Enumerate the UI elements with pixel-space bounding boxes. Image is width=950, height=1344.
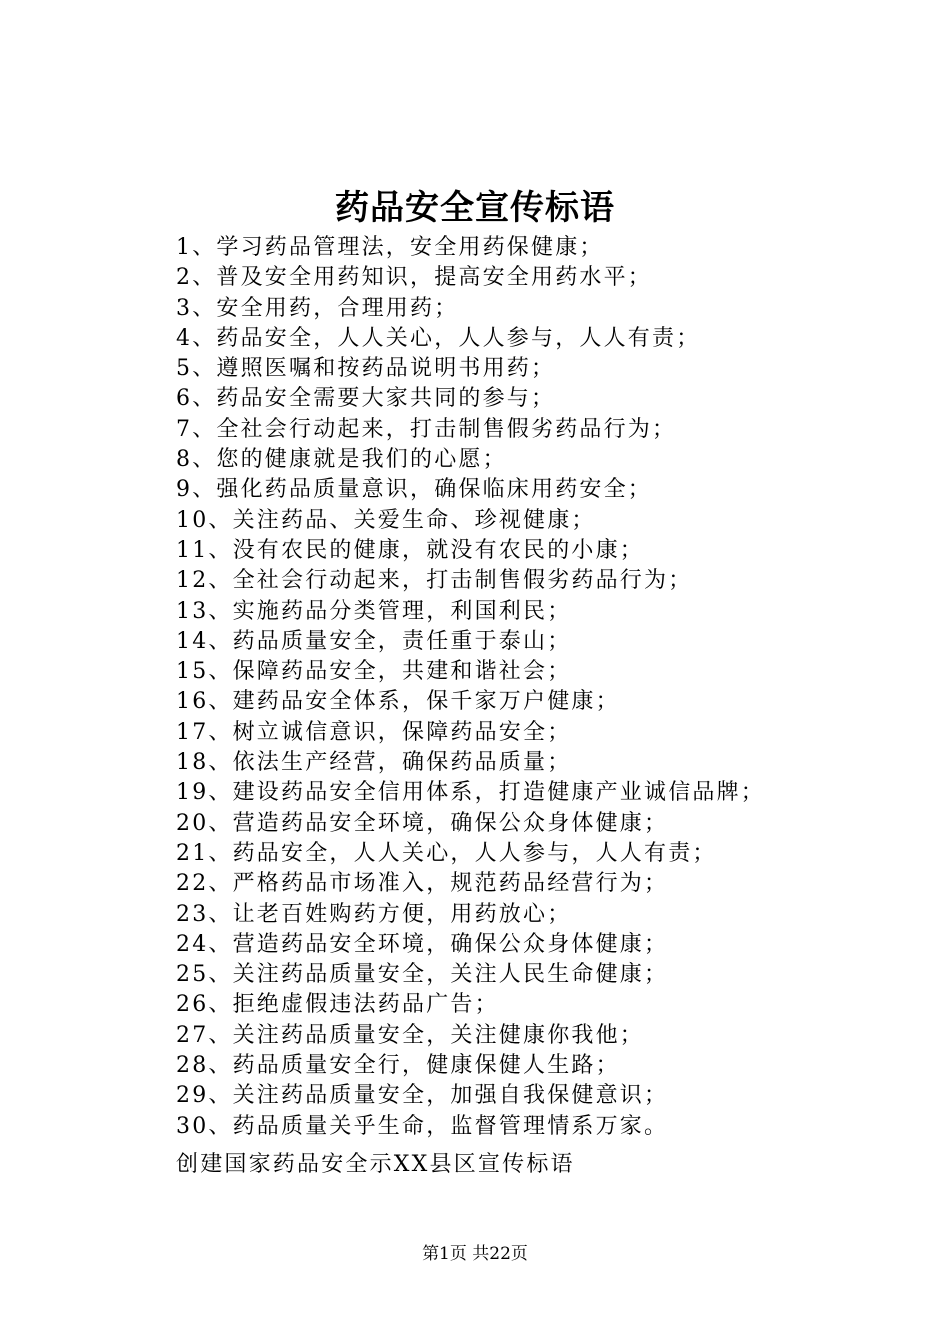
slogan-item: 10、关注药品、关爱生命、珍视健康；	[176, 507, 596, 533]
slogan-item: 24、营造药品安全环境，确保公众身体健康；	[176, 931, 669, 957]
slogan-item: 14、药品质量安全，责任重于泰山；	[176, 628, 572, 654]
slogan-item: 4、药品安全，人人关心，人人参与，人人有责；	[176, 325, 701, 351]
slogan-item: 12、全社会行动起来，打击制售假劣药品行为；	[176, 568, 693, 594]
slogan-item: 16、建药品安全体系，保千家万户健康；	[176, 689, 620, 715]
slogan-item: 21、药品安全，人人关心，人人参与，人人有责；	[176, 840, 717, 866]
slogan-item: 1、学习药品管理法，安全用药保健康；	[176, 235, 604, 260]
slogan-item: 19、建设药品安全信用体系，打造健康产业诚信品牌；	[176, 780, 765, 806]
slogan-item: 5、遵照医嘱和按药品说明书用药；	[176, 356, 556, 382]
slogan-item: 9、强化药品质量意识，确保临床用药安全；	[176, 477, 652, 503]
slogan-item: 8、您的健康就是我们的心愿；	[176, 447, 507, 473]
page-number: 第1页 共22页	[422, 1244, 528, 1264]
slogan-item: 15、保障药品安全，共建和谐社会；	[176, 659, 572, 685]
slogan-item: 29、关注药品质量安全，加强自我保健意识；	[176, 1083, 669, 1109]
slogan-item: 7、全社会行动起来，打击制售假劣药品行为；	[176, 416, 677, 442]
slogan-item: 17、树立诚信意识，保障药品安全；	[176, 719, 572, 745]
slogan-item: 3、安全用药，合理用药；	[176, 295, 459, 321]
slogan-item: 13、实施药品分类管理，利国利民；	[176, 598, 572, 624]
slogan-item: 26、拒绝虚假违法药品广告；	[176, 992, 499, 1018]
slogan-item: 27、关注药品质量安全，关注健康你我他；	[176, 1022, 644, 1048]
slogan-item: 20、营造药品安全环境，确保公众身体健康；	[176, 810, 669, 836]
slogan-list	[176, 233, 765, 1142]
slogan-item: 18、依法生产经营，确保药品质量；	[176, 750, 572, 776]
slogan-item: 11、没有农民的健康，就没有农民的小康；	[176, 537, 644, 563]
slogan-item: 28、药品质量安全行，健康保健人生路；	[176, 1053, 620, 1079]
document-title: 药品安全宣传标语	[335, 188, 615, 228]
slogan-item: 22、严格药品市场准入，规范药品经营行为；	[176, 871, 669, 897]
slogan-item: 25、关注药品质量安全，关注人民生命健康；	[176, 962, 669, 988]
slogan-item: 2、普及安全用药知识，提高安全用药水平；	[176, 265, 652, 291]
slogan-item: 6、药品安全需要大家共同的参与；	[176, 386, 556, 412]
slogan-item: 23、让老百姓购药方便，用药放心；	[176, 901, 572, 927]
closing-line: 创建国家药品安全示XX县区宣传标语	[176, 1152, 575, 1177]
slogan-item: 30、药品质量关乎生命，监督管理情系万家。	[176, 1113, 669, 1139]
